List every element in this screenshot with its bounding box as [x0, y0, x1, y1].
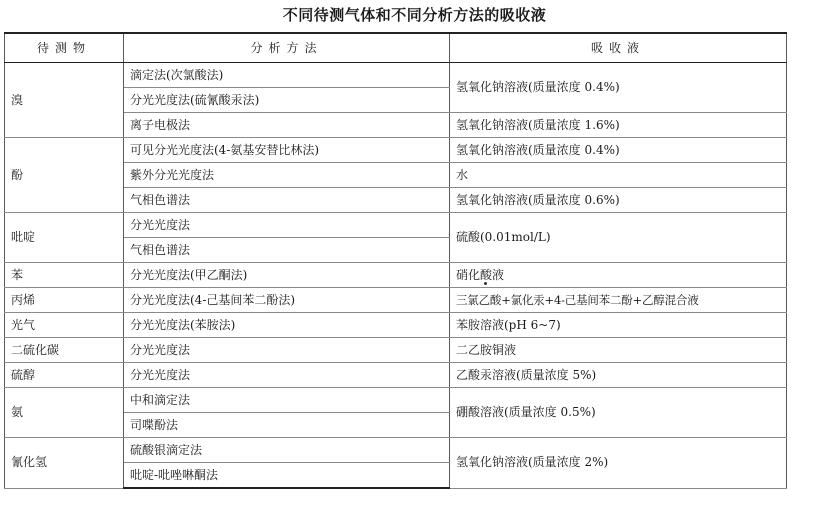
- method-cell: 分光光度法: [124, 213, 450, 238]
- header-gas: 待测物: [5, 33, 124, 63]
- gas-cell: 光气: [5, 313, 124, 338]
- method-cell: 分光光度法: [124, 338, 450, 363]
- method-cell: 中和滴定法: [124, 388, 450, 413]
- table-row: [5, 338, 787, 363]
- gas-cell: 酚: [5, 138, 124, 213]
- stray-dot-mark: [484, 282, 487, 285]
- absorbent-cell: 硫酸(0.01mol/L): [450, 213, 787, 263]
- gas-cell: 丙烯: [5, 288, 124, 313]
- method-cell: 可见分光光度法(4-氨基安替比林法): [124, 138, 450, 163]
- header-row: [5, 33, 787, 63]
- method-cell: 气相色谱法: [124, 188, 450, 213]
- method-cell: 分光光度法(苯胺法): [124, 313, 450, 338]
- gas-cell: 溴: [5, 63, 124, 138]
- table-row: [5, 438, 787, 463]
- gas-cell: 苯: [5, 263, 124, 288]
- absorbent-cell: 氢氧化钠溶液(质量浓度 0.4%): [450, 63, 787, 113]
- method-cell: 分光光度法(硫氰酸汞法): [124, 88, 450, 113]
- method-cell: 分光光度法: [124, 363, 450, 388]
- table-title: 不同待测气体和不同分析方法的吸收液: [282, 6, 547, 24]
- method-cell: 分光光度法(4-己基间苯二酚法): [124, 288, 450, 313]
- absorbent-cell: 水: [450, 163, 787, 188]
- table-row: [5, 138, 787, 163]
- table-row: [5, 388, 787, 413]
- table-row: [5, 363, 787, 388]
- absorbent-cell: 氢氧化钠溶液(质量浓度 2%): [450, 438, 787, 489]
- absorbent-cell: 硝化酸液: [450, 263, 787, 288]
- absorbent-cell: 乙酸汞溶液(质量浓度 5%): [450, 363, 787, 388]
- absorbent-cell: 三氯乙酸+氯化汞+4-己基间苯二酚+乙醇混合液: [450, 288, 787, 313]
- table-row: [5, 63, 787, 88]
- gas-cell: 二硫化碳: [5, 338, 124, 363]
- gas-cell: 硫醇: [5, 363, 124, 388]
- gas-cell: 吡啶: [5, 213, 124, 263]
- method-cell: 气相色谱法: [124, 238, 450, 263]
- absorbent-cell: 氢氧化钠溶液(质量浓度 0.4%): [450, 138, 787, 163]
- method-cell: 硫酸银滴定法: [124, 438, 450, 463]
- method-cell: 分光光度法(甲乙酮法): [124, 263, 450, 288]
- table-row: [5, 313, 787, 338]
- header-method: 分析方法: [124, 33, 450, 63]
- table-row: [5, 288, 787, 313]
- table-row: [5, 263, 787, 288]
- absorbent-cell: 氢氧化钠溶液(质量浓度 1.6%): [450, 113, 787, 138]
- gas-cell: 氨: [5, 388, 124, 438]
- absorbent-cell: 二乙胺铜液: [450, 338, 787, 363]
- absorbent-table: [4, 32, 787, 489]
- method-cell: 紫外分光光度法: [124, 163, 450, 188]
- table-row: [5, 213, 787, 238]
- absorbent-cell: 氢氧化钠溶液(质量浓度 0.6%): [450, 188, 787, 213]
- absorbent-cell: 硼酸溶液(质量浓度 0.5%): [450, 388, 787, 438]
- method-cell: 滴定法(次氯酸法): [124, 63, 450, 88]
- method-cell: 吡啶-吡唑啉酮法: [124, 463, 450, 489]
- method-cell: 司喋酚法: [124, 413, 450, 438]
- header-absorbent: 吸收液: [450, 33, 787, 63]
- gas-cell: 氰化氢: [5, 438, 124, 489]
- absorbent-cell: 苯胺溶液(pH 6~7): [450, 313, 787, 338]
- method-cell: 离子电极法: [124, 113, 450, 138]
